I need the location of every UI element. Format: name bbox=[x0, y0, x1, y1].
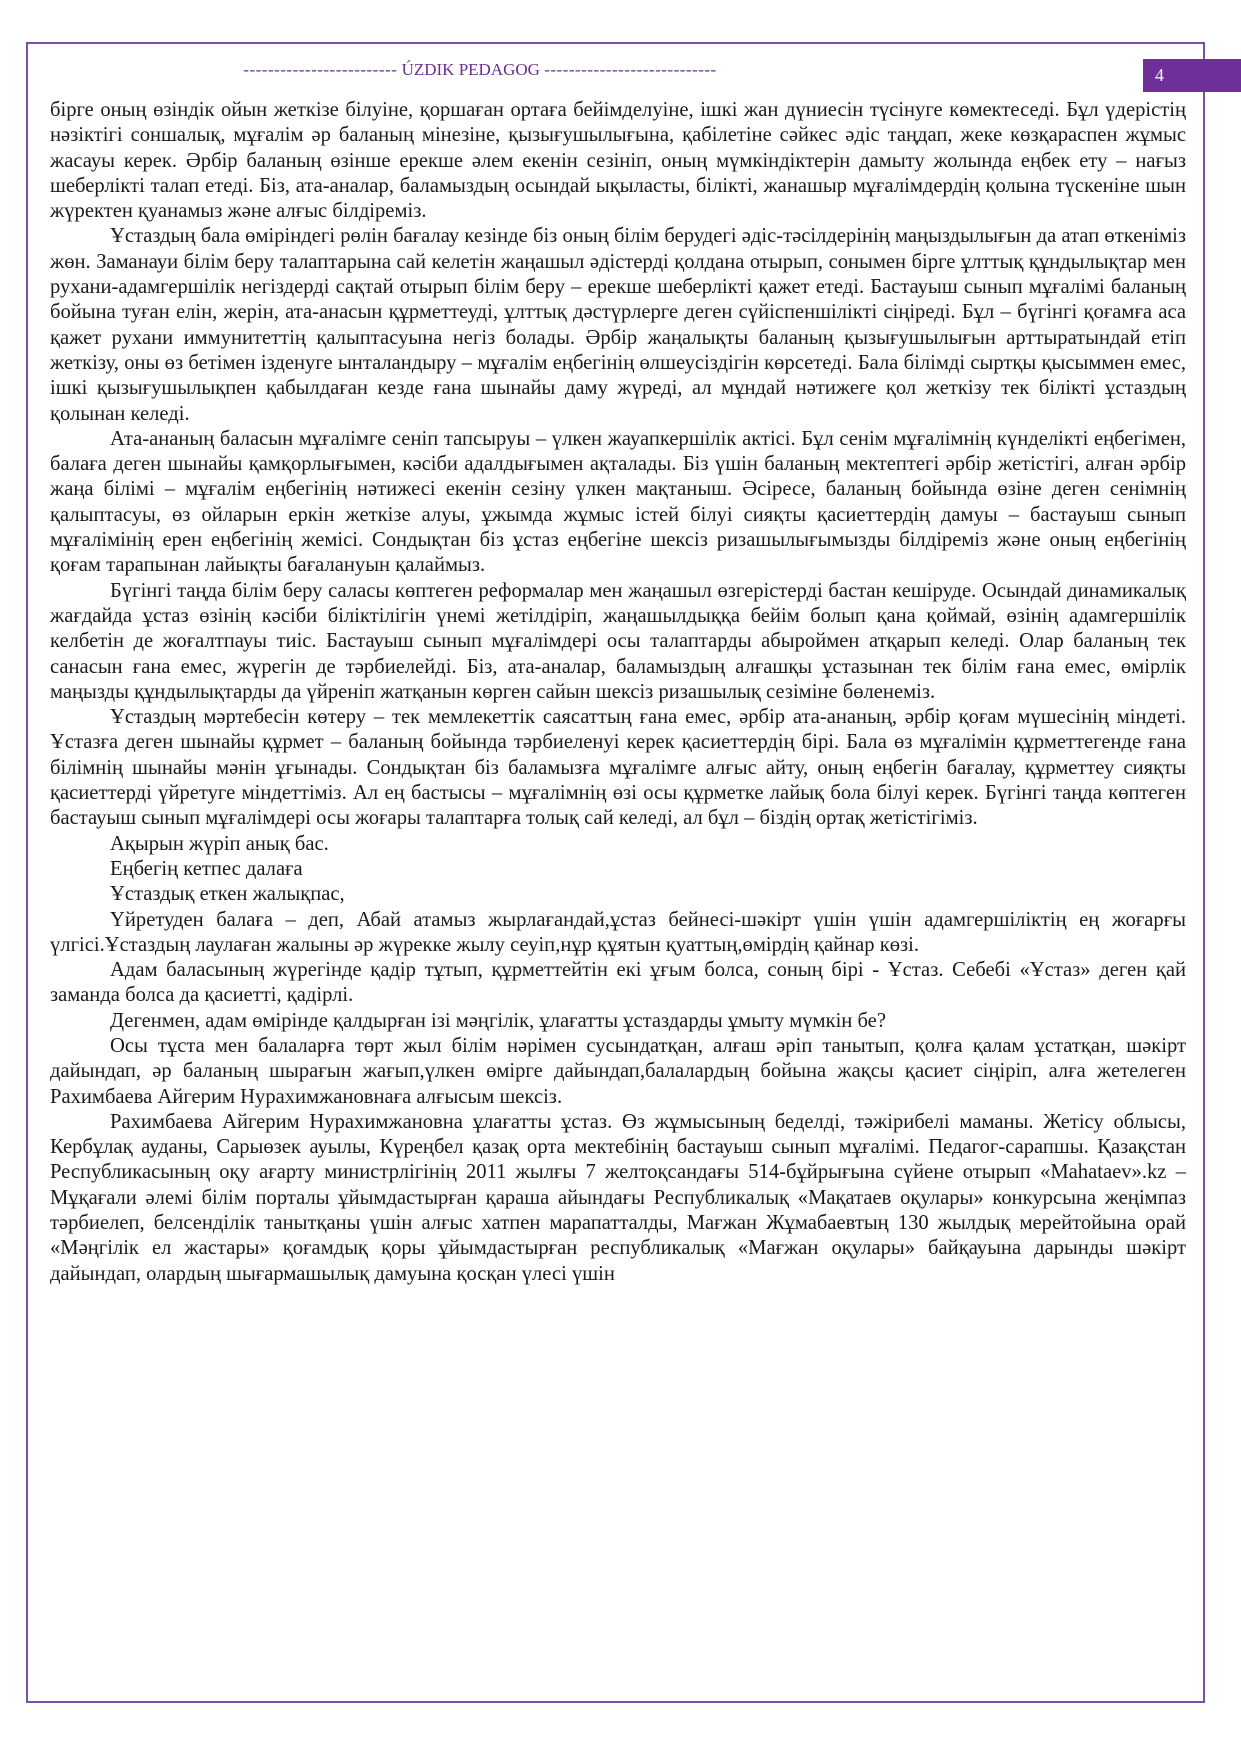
running-header bbox=[0, 60, 960, 80]
article-body bbox=[50, 98, 1186, 1287]
paragraph-continuation: бірге оның өзіндік ойын жеткізе білуіне, қоршаған ортаға бейімделуіне, ішкі жан дүниесін түсінуге көмектеседі. Бұл үдерістің нәзіктігі соншалық, мұғалім әр баланың мінезіне, қызығушылығына, қабілетіне сәйкес әдіс таңдап, жеке көзқараспен жұмыс жасауы керек. Әрбір баланың өзінше ерекше әлем екенін сезініп, оның мүмкіндіктерін дамыту жолында еңбек ету – нағыз шеберлікті талап етеді. Біз, ата-аналар, баламыздың осындай ықыласты, білікті, жанашыр мұғалімдердің қолына түскеніне шын жүректен қуанамыз және алғыс білдіреміз. bbox=[50, 99, 1186, 223]
paragraph: Осы тұста мен балаларға төрт жыл білім нәрімен сусындатқан, алғаш әріп танытып, қолға қалам ұстатқан, шәкірт дайындап, әр баланың шырағын жағып,үлкен өмірге дайындап,балалардың бойына жақсы қасиет сіңіріп, алға жетелеген Рахимбаева Айгерим Нурахимжановнаға алғысым шексіз. bbox=[50, 1034, 1186, 1108]
page-number: 4 bbox=[1155, 65, 1164, 85]
verse-line: Ұстаздық еткен жалықпас, bbox=[110, 883, 345, 906]
paragraph: Рахимбаева Айгерим Нурахимжановна ұлағатты ұстаз. Өз жұмысының беделді, тәжірибелі маманы. Жетісу облысы, Кербұлақ ауданы, Сарыөзек ауылы, Күреңбел қазақ орта мектебінің бастауыш сынып мұғалімі. Педагог-сарапшы. Қазақстан Республикасының оқу ағарту министрлігінің 2011 жылғы 7 желтоқсандағы 514-бұйрығына сүйене отырып «Mahataev».kz – Мұқағали әлемі білім порталы ұйымдастырған қараша айындағы Республикалық «Мақатаев оқулары» конкурсына жеңімпаз тәрбиелеп, белсенділік танытқаны үшін алғыс хатпен марапатталды, Мағжан Жұмабаевтың 130 жылдық мерейтойына орай «Мәңгілік ел жастары» қоғамдық қоры ұйымдастырған республикалық «Мағжан оқулары» байқауына дарынды шәкірт дайындап, олардың шығармашылық дамуына қосқан үлесі үшін bbox=[50, 1110, 1186, 1285]
journal-title: ÚZDIK PEDAGOG bbox=[401, 60, 540, 79]
paragraph: Ұстаздың мәртебесін көтеру – тек мемлекеттік саясаттың ғана емес, әрбір ата-ананың, әрбір қоғам мүшесінің міндеті. Ұстазға деген шынайы құрмет – баланың бойында тәрбиеленуі керек қасиеттердің бірі. Бала өз мұғалімін құрметтегенде ғана білімнің шынайы мәнін ұғынады. Сондықтан біз баламызға мұғалімге алғыс айту, оның еңбегін бағалау, құрметтеу сияқты қасиеттерді үйретуге міндеттіміз. Ал ең бастысы – мұғалімнің өзі осы құрметке лайық бола білуі керек. Бүгінгі таңда көптеген бастауыш сынып мұғалімдері осы жоғары талаптарға толық сай келеді, ал бұл – біздің ортақ жетістігіміз. bbox=[50, 706, 1186, 830]
paragraph: Бүгінгі таңда білім беру саласы көптеген реформалар мен жаңашыл өзгерістерді бастан кешіруде. Осындай динамикалық жағдайда ұстаз өзінің кәсіби біліктілігін үнемі жетілдіріп, жаңашылдыққа бейім болып қана қоймай, өзінің адамгершілік келбетін де жоғалтпауы тиіс. Бастауыш сынып мұғалімдері осы талаптарды абыроймен атқарып келеді. Олар баланың тек санасын ғана емес, жүрегін де тәрбиелейді. Біз, ата-аналар, баламыздың алғашқы ұстазынан тек білім ғана емес, өмірлік маңызды құндылықтарды да үйреніп жатқанын көрген сайын шексіз ризашылық сезіміне бөленеміз. bbox=[50, 579, 1186, 703]
verse-line: Ақырын жүріп анық бас. bbox=[110, 832, 329, 855]
paragraph: Адам баласының жүрегінде қадір тұтып, құрметтейтін екі ұғым болса, соның бірі - Ұстаз. Себебі «Ұстаз» деген қай заманда болса да қасиетті, қадірлі. bbox=[50, 959, 1186, 1007]
paragraph: Ата-ананың баласын мұғалімге сеніп тапсыруы – үлкен жауапкершілік актісі. Бұл сенім мұғалімнің күнделікті еңбегімен, балаға деген шынайы қамқорлығымен, кәсіби адалдығымен ақталады. Біз үшін баланың мектептегі әрбір жетістігі, алған әрбір жаңа білімі – мұғалім еңбегінің нәтижесі екенін сезіну үлкен мақтаныш. Әсіресе, баланың бойында өзіне деген сенімнің қалыптасуы, өз ойларын еркін жеткізе алуы, ұжымда жұмыс істей білуі сияқты қасиеттердің дамуы – бастауыш сынып мұғалімінің ерен еңбегінің жемісі. Сондықтан біз ұстаз еңбегіне шексіз ризашылығымызды білдіреміз және оның еңбегінің қоғам тарапынан лайықты бағалануын қалаймыз. bbox=[50, 427, 1186, 577]
paragraph: Дегенмен, адам өмірінде қалдырған ізі мәңгілік, ұлағатты ұстаздарды ұмыту мүмкін бе? bbox=[110, 1009, 886, 1032]
paragraph: Үйретуден балаға – деп, Абай атамыз жырлағандай,ұстаз бейнесі-шәкірт үшін үшін адамгершіліктің ең жоғарғы үлгісі.Ұстаздың лаулаған жалыны әр жүрекке жылу сеуіп,нұр құятын қуаттың,өмірдің қайнар көзі. bbox=[50, 908, 1186, 956]
verse-line: Еңбегің кетпес далаға bbox=[110, 857, 303, 880]
paragraph: Ұстаздың бала өміріндегі рөлін бағалау кезінде біз оның білім берудегі әдіс-тәсілдерінің маңыздылығын да атап өткеніміз жөн. Заманауи білім беру талаптарына сай келетін жаңашыл әдістерді қолдана отырып, сонымен бірге ұлттық құндылықтар мен рухани-адамгершілік негіздерді сақтай отырып білім беру – ерекше шеберлікті қажет етеді. Бастауыш сынып мұғалімі баланың бойына туған елін, жерін, ата-анасын құрметтеуді, ұлттық дәстүрлерге деген сүйіспеншілікті сіңіреді. Бұл – бүгінгі қоғамға аса қажет рухани иммунитеттің қалыптасуына негіз болады. Әрбір жаңалықты баланың қызығушылығын арттыратындай етіп жеткізу, оны өз бетімен ізденуге ынталандыру – мұғалім еңбегінің өлшеусіздігін көрсетеді. Бала білімді сыртқы қысыммен емес, ішкі қызығушылықпен қабылдаған кезде ғана шынайы даму жүреді, ал мұндай нәтижеге қол жеткізу тек білікті ұстаздың қолынан келеді. bbox=[50, 225, 1186, 425]
header-dashes-left: ------------------------- bbox=[243, 60, 398, 79]
page-number-badge bbox=[1143, 59, 1241, 92]
header-dashes-right: ---------------------------- bbox=[544, 60, 717, 79]
